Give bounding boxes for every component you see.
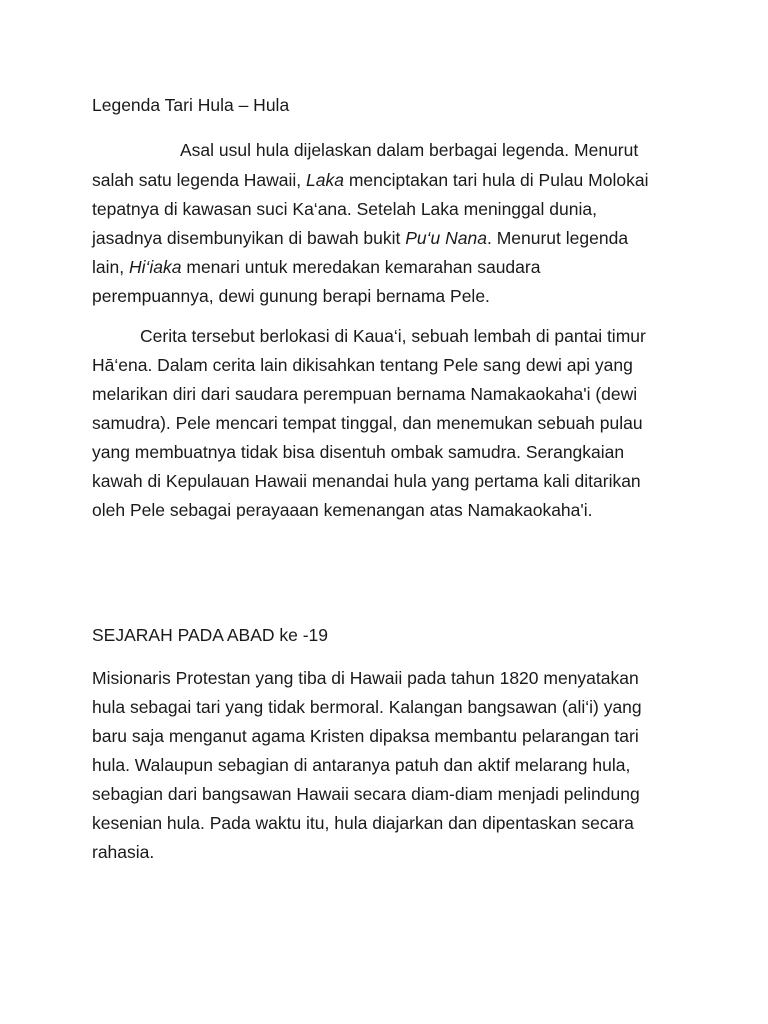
italic-term-puu-nana: Pu‘u Nana: [405, 228, 487, 248]
italic-term-laka: Laka: [306, 170, 344, 190]
paragraph-3-line-4: hula. Walaupun sebagian di antaranya patuh dan aktif melarang hula,: [92, 755, 631, 775]
paragraph-3-line-1: Misionaris Protestan yang tiba di Hawaii pada tahun 1820 menyatakan: [92, 668, 639, 688]
paragraph-2-line-4: samudra). Pele mencari tempat tinggal, dan menemukan sebuah pulau: [92, 413, 643, 433]
paragraph-1-line-2: salah satu legenda Hawaii, Laka menciptakan tari hula di Pulau Molokai: [92, 170, 649, 190]
paragraph-1-line-5: lain, Hi‘iaka menari untuk meredakan kemarahan saudara: [92, 257, 541, 277]
italic-term-hiiaka: Hi‘iaka: [128, 257, 182, 277]
paragraph-1-line-3: tepatnya di kawasan suci Ka‘ana. Setelah Laka meninggal dunia,: [92, 199, 597, 219]
paragraph-1-line-4: jasadnya disembunyikan di bawah bukit Pu‘u Nana. Menurut legenda: [92, 228, 629, 248]
document-title: Legenda Tari Hula – Hula: [92, 95, 290, 115]
paragraph-3-line-2: hula sebagai tari yang tidak bermoral. Kalangan bangsawan (ali‘i) yang: [92, 697, 642, 717]
paragraph-1-line-6: perempuannya, dewi gunung berapi bernama Pele.: [92, 286, 490, 306]
paragraph-2-line-7: oleh Pele sebagai perayaaan kemenangan atas Namakaokaha'i.: [92, 500, 593, 520]
paragraph-3-line-3: baru saja menganut agama Kristen dipaksa membantu pelarangan tari: [92, 726, 639, 746]
paragraph-2-line-6: kawah di Kepulauan Hawaii menandai hula yang pertama kali ditarikan: [92, 471, 641, 491]
paragraph-3-line-6: kesenian hula. Pada waktu itu, hula diajarkan dan dipentaskan secara: [92, 813, 634, 833]
paragraph-2-line-3: melarikan diri dari saudara perempuan bernama Namakaokaha'i (dewi: [92, 384, 638, 404]
section-heading: SEJARAH PADA ABAD ke -19: [92, 625, 329, 645]
paragraph-3-line-5: sebagian dari bangsawan Hawaii secara diam-diam menjadi pelindung: [92, 784, 640, 804]
paragraph-2-line-1: Cerita tersebut berlokasi di Kaua‘i, sebuah lembah di pantai timur: [140, 326, 646, 346]
paragraph-1-line-1: Asal usul hula dijelaskan dalam berbagai legenda. Menurut: [180, 140, 639, 160]
paragraph-2-line-5: yang membuatnya tidak bisa disentuh ombak samudra. Serangkaian: [92, 442, 625, 462]
paragraph-2-line-2: Hā‘ena. Dalam cerita lain dikisahkan tentang Pele sang dewi api yang: [92, 355, 633, 375]
paragraph-3-line-7: rahasia.: [92, 842, 155, 862]
